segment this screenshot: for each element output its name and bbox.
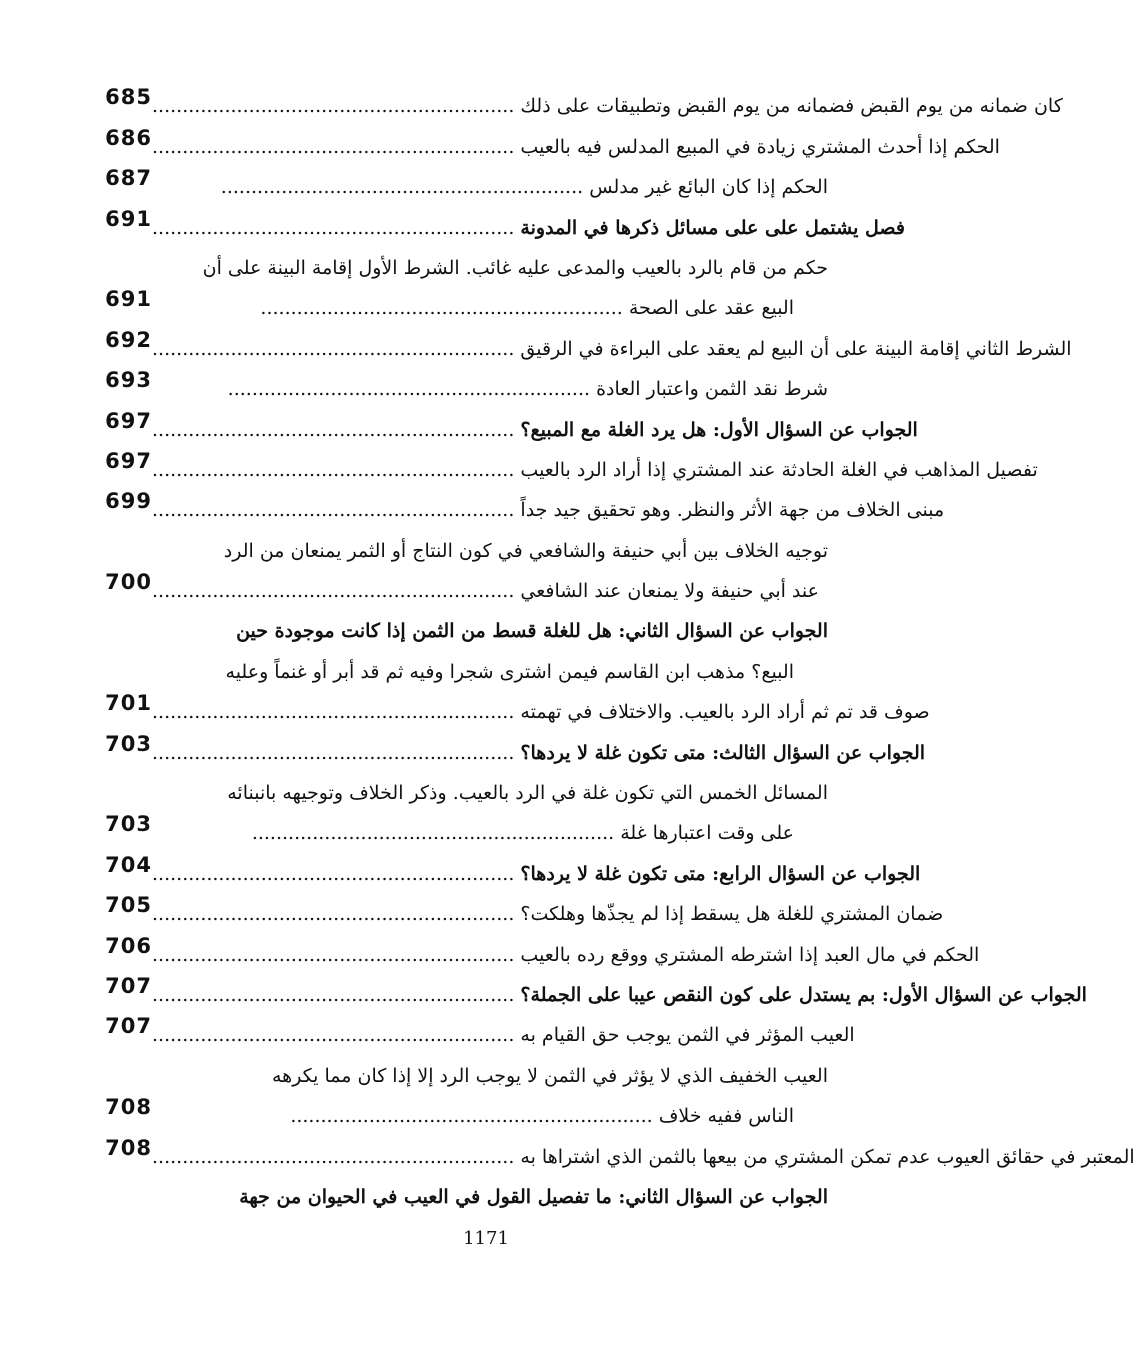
toc-page-number — [96, 633, 152, 649]
toc-page-number: 708 — [105, 1135, 152, 1160]
dot-leader: ............................................................ — [152, 418, 521, 441]
toc-entry-text-wrap — [152, 1064, 828, 1094]
toc-entry-title: المسائل الخمس التي تكون غلة في الرد بالعيب. وذكر الخلاف وتوجيهه بانبنائه — [227, 782, 828, 805]
toc-page-number: 701 — [105, 691, 152, 716]
toc-entry — [96, 407, 918, 447]
dot-leader: ............................................................ — [152, 135, 521, 158]
toc-entry-text-wrap — [152, 1107, 828, 1134]
toc-entry — [96, 892, 944, 932]
toc-page-number: 699 — [105, 489, 152, 514]
toc-entry-title: عند أبي حنيفة ولا يمنعان عند الشافعي — [520, 580, 819, 603]
toc-entry-title: الجواب عن السؤال الثاني: هل للغلة قسط من الثمن إذا كانت موجودة حين — [236, 620, 828, 643]
dot-leader: ............................................................ — [152, 337, 521, 360]
toc-entry — [96, 124, 1000, 164]
toc-entry-title: الناس ففيه خلاف — [658, 1105, 794, 1128]
toc-entry-title: الجواب عن السؤال الرابع: متى تكون غلة لا يردها؟ — [520, 862, 921, 885]
page-number: 1171 — [463, 1228, 509, 1249]
toc-entry-text-wrap — [152, 299, 828, 326]
toc-page-number: 692 — [105, 327, 152, 352]
toc-entry-text-wrap — [152, 256, 828, 286]
dot-leader: ............................................................ — [152, 701, 521, 724]
toc-entry — [96, 528, 828, 568]
toc-entry-text-wrap — [152, 741, 926, 771]
toc-page-number — [96, 270, 152, 286]
dot-leader: ............................................................ — [152, 741, 521, 764]
toc-entry-title: الحكم إذا أحدث المشتري زيادة في المبيع المدلس فيه بالعيب — [520, 135, 1000, 158]
toc-entry-text-wrap — [152, 983, 1087, 1013]
toc-entry — [96, 1013, 855, 1053]
toc-page-number: 704 — [105, 852, 152, 877]
toc-entry-title: تفصيل المذاهب في الغلة الحادثة عند المشتري إذا أراد الرد بالعيب — [520, 458, 1038, 481]
toc-entry — [96, 367, 828, 407]
toc-page-number — [96, 795, 152, 811]
toc-entry-title: حكم من قام بالرد بالعيب والمدعى عليه غائب. الشرط الأول إقامة البينة على أن — [202, 256, 828, 279]
toc-entry-title: البيع عقد على الصحة — [628, 297, 794, 320]
dot-leader: ............................................................ — [152, 1024, 521, 1047]
toc-page-number: 707 — [105, 1014, 152, 1039]
toc-entry-title: الجواب عن السؤال الأول: هل يرد الغلة مع المبيع؟ — [520, 418, 918, 441]
dot-leader: ............................................................ — [251, 822, 621, 845]
toc-entry-title: ضمان المشتري للغلة هل يسقط إذا لم يجذّها وهلكت؟ — [520, 903, 944, 926]
toc-entry — [96, 973, 1087, 1013]
dot-leader: ............................................................ — [152, 95, 521, 118]
dot-leader: ............................................................ — [152, 943, 521, 966]
toc-entry-title: الجواب عن السؤال الأول: بم يستدل على كون النقص عيبا على الجملة؟ — [520, 983, 1087, 1006]
toc-page-number: 707 — [105, 973, 152, 998]
toc-entry-title: العيب الخفيف الذي لا يؤثر في الثمن لا يوجب الرد إلا إذا كان مما يكرهه — [271, 1064, 828, 1087]
toc-entry-text-wrap — [152, 905, 943, 932]
toc-entry-title: العيب المؤثر في الثمن يوجب حق القيام به — [520, 1024, 855, 1047]
toc-entry — [96, 569, 828, 609]
toc-entry-text-wrap — [152, 216, 905, 246]
toc-entry — [96, 286, 828, 326]
toc-entry-text-wrap — [152, 458, 1038, 488]
toc-entry-title: شرط نقد الثمن واعتبار العادة — [596, 378, 828, 401]
dot-leader: ............................................................ — [227, 378, 597, 401]
toc-entry-text-wrap — [152, 418, 918, 448]
toc-entry — [96, 1094, 828, 1134]
toc-entry-text-wrap — [152, 784, 828, 811]
toc-entry — [96, 448, 1038, 488]
toc-entry-text-wrap — [152, 1026, 855, 1053]
toc-entry — [96, 609, 828, 649]
toc-entry — [96, 1053, 828, 1093]
toc-page-number: 697 — [105, 408, 152, 433]
toc-entry-text-wrap — [152, 97, 1097, 124]
toc-entry-text-wrap — [152, 380, 828, 407]
toc-entry-text-wrap — [152, 943, 980, 973]
toc-entry-title: البيع؟ مذهب ابن القاسم فيمن اشترى شجرا وفيه ثم قد أبر أو غنماً وعليه — [225, 660, 794, 683]
toc-entry — [96, 165, 828, 205]
toc-page-number: 706 — [105, 933, 152, 958]
toc-entry — [96, 84, 1063, 124]
dot-leader: ............................................................ — [220, 176, 590, 199]
toc-entry-title: مبنى الخلاف من جهة الأثر والنظر. وهو تحقيق جيد جداً — [520, 499, 945, 522]
toc-entry-text-wrap — [152, 178, 828, 205]
toc-page-number: 697 — [105, 448, 152, 473]
toc-entry-title: الحكم إذا كان البائع غير مدلس — [589, 176, 828, 199]
toc-page-number: 708 — [105, 1095, 152, 1120]
toc-entry-text-wrap — [152, 622, 828, 649]
toc-page-number: 691 — [105, 206, 152, 231]
toc-entry-title: فصل يشتمل على على مسائل ذكرها في المدونة — [520, 216, 905, 239]
toc-page-number — [96, 1078, 152, 1094]
toc-entry-title: كان ضمانه من يوم القبض فضمانه من يوم القبض وتطبيقات على ذلك — [520, 95, 1063, 118]
dot-leader: ............................................................ — [152, 862, 521, 885]
dot-leader: ............................................................ — [152, 983, 521, 1006]
toc-entry-title: على وقت اعتبارها غلة — [620, 822, 794, 845]
toc-page-number: 703 — [105, 812, 152, 837]
dot-leader: ............................................................ — [152, 1145, 521, 1168]
dot-leader: ............................................................ — [260, 297, 629, 320]
toc-entry-title: توجيه الخلاف بين أبي حنيفة والشافعي في كون النتاج أو الثمر يمنعان من الرد — [223, 539, 828, 562]
toc-entry-text-wrap — [152, 660, 828, 690]
toc-entry-title: الشرط الثاني إقامة البينة على أن البيع لم يعقد على البراءة في الرقيق — [520, 337, 1072, 360]
toc-entry-text-wrap — [152, 703, 964, 730]
toc-entry-text-wrap — [152, 501, 944, 528]
toc-entry-text-wrap — [152, 539, 828, 569]
toc-entry — [96, 488, 945, 528]
toc-page-number: 686 — [105, 125, 152, 150]
toc-page-number: 703 — [105, 731, 152, 756]
dot-leader: ............................................................ — [152, 216, 521, 239]
toc-entry-text-wrap — [152, 135, 1000, 165]
toc-entry-text-wrap — [152, 337, 1072, 367]
toc-entry-text-wrap — [152, 582, 853, 609]
toc-entry-title: صوف قد تم ثم أراد الرد بالعيب. والاختلاف في تهمته — [520, 701, 930, 724]
toc-page-number: 700 — [105, 570, 152, 595]
toc-entry — [96, 932, 980, 972]
dot-leader: ............................................................ — [152, 499, 521, 522]
toc-entry — [96, 649, 828, 689]
toc-page-number — [96, 674, 152, 690]
dot-leader: ............................................................ — [152, 458, 521, 481]
toc-entry — [96, 811, 828, 851]
toc-entry — [96, 730, 926, 770]
toc-entry — [96, 851, 921, 891]
toc-entry — [96, 205, 905, 245]
toc-entry — [96, 1134, 1135, 1174]
dot-leader: ............................................................ — [290, 1105, 659, 1128]
toc-entry-title: الجواب عن السؤال الثالث: متى تكون غلة لا يردها؟ — [520, 741, 926, 764]
toc-entry — [96, 771, 828, 811]
toc-page-number: 687 — [105, 166, 152, 191]
toc-page-number: 705 — [105, 893, 152, 918]
toc-entry-title: الحكم في مال العبد إذا اشترطه المشتري ووقع رده بالعيب — [520, 943, 980, 966]
dot-leader: ............................................................ — [152, 903, 521, 926]
toc-entry-text-wrap — [152, 1185, 828, 1215]
toc-page-number: 693 — [105, 368, 152, 393]
toc-page-number: 691 — [105, 287, 152, 312]
toc-entry-text-wrap — [152, 1145, 1135, 1175]
toc-entry — [96, 246, 828, 286]
toc-entry-text-wrap — [152, 824, 828, 851]
toc-entry — [96, 326, 1072, 366]
toc-entry-title: الجواب عن السؤال الثاني: ما تفصيل القول في العيب في الحيوان من جهة — [239, 1185, 828, 1208]
toc-entry-title: المعتبر في حقائق العيوب عدم تمكن المشتري من بيعها بالثمن الذي اشتراها به — [520, 1145, 1135, 1168]
toc-page-number — [96, 553, 152, 569]
toc-page-number — [96, 1199, 152, 1215]
toc-entry — [96, 1175, 828, 1215]
toc-entry-text-wrap — [152, 862, 921, 892]
table-of-contents — [96, 84, 1135, 1215]
toc-page-number: 685 — [105, 85, 152, 110]
dot-leader: ............................................................ — [152, 580, 521, 603]
toc-entry — [96, 690, 930, 730]
